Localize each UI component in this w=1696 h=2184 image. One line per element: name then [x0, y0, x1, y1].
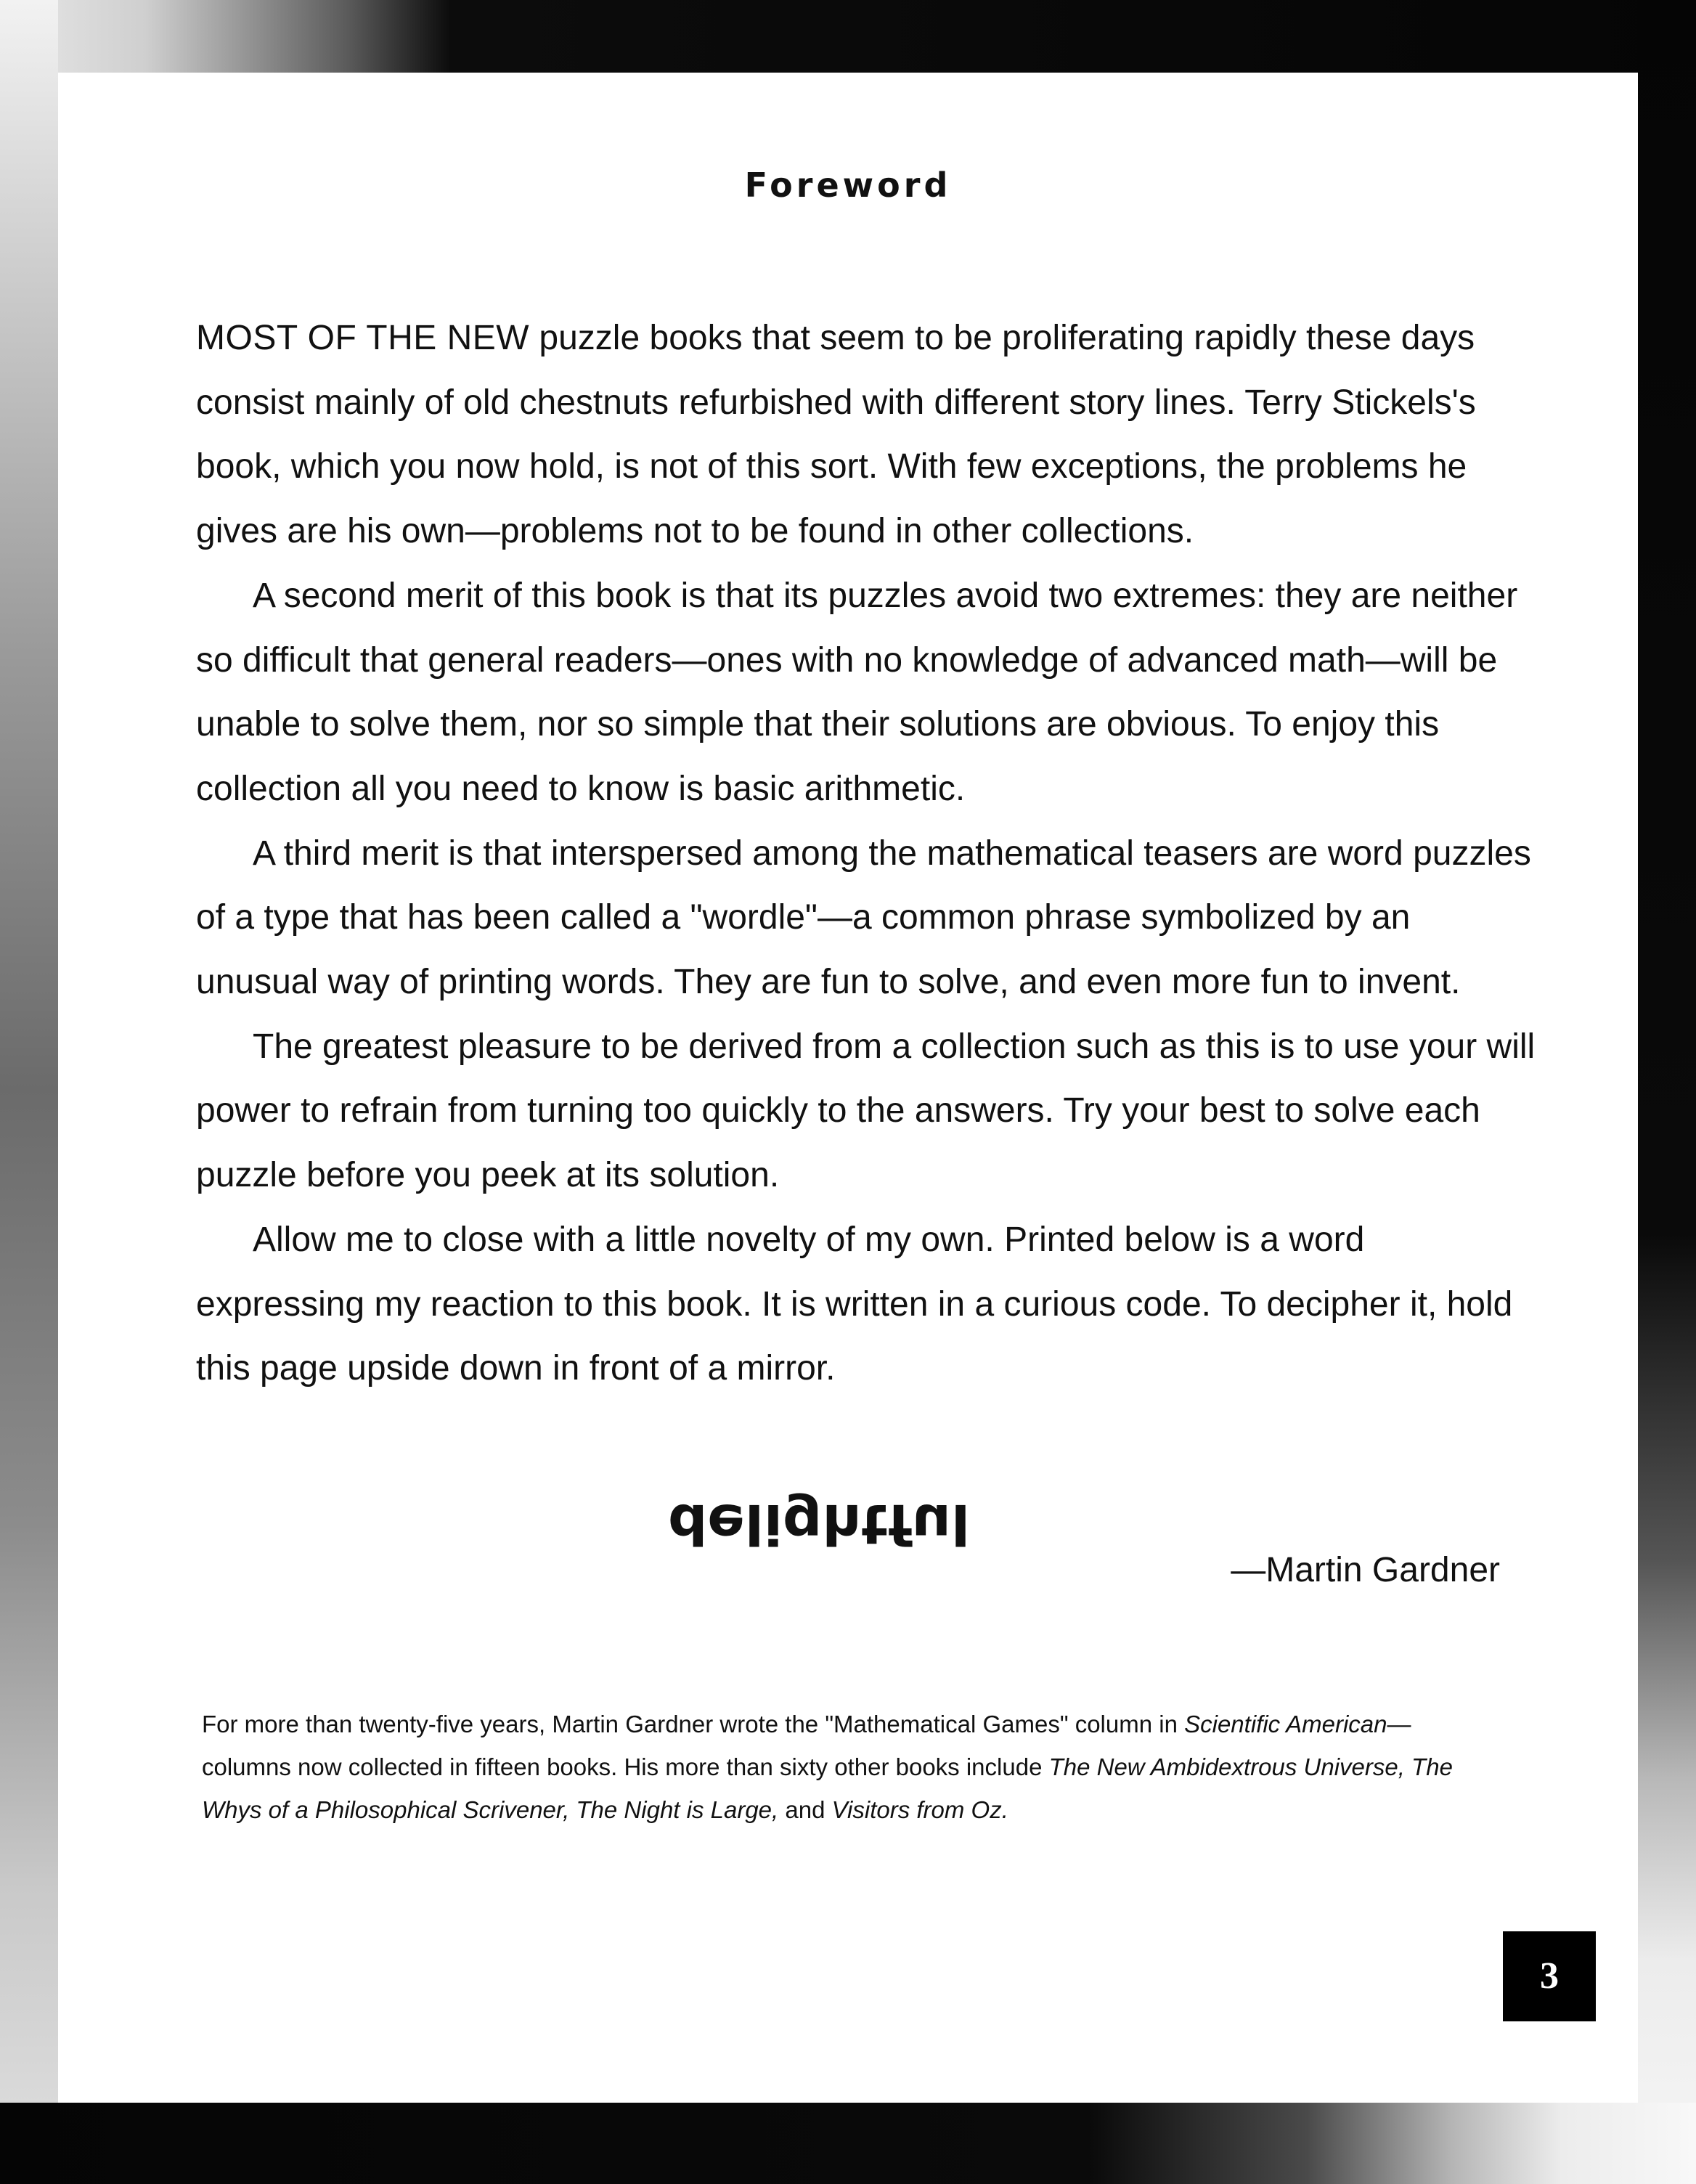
bio-title-3: Visitors from Oz.	[831, 1796, 1008, 1823]
page-number: 3	[1503, 1931, 1596, 2021]
paragraph-4: The greatest pleasure to be derived from a collection such as this is to use your will power to refrain from turning too quickly to the answers. Try your best to solve each puzzle before you peek at its solution.	[196, 1027, 1536, 1195]
bio-title-2: The New Ambidextrous Universe, The Whys of a Philosophical Scrivener, The Night is Large,	[202, 1753, 1453, 1823]
scan-edge-left	[0, 0, 58, 2184]
scan-edge-right	[1638, 0, 1696, 2184]
paragraph-lead-caps: MOST OF THE NEW	[196, 319, 530, 357]
page	[58, 73, 1638, 2103]
bio-text-2: —columns now collected in fifteen books. His more than sixty other books include	[202, 1711, 1411, 1780]
signature: —Martin Gardner	[1231, 1551, 1500, 1589]
paragraph-1-text: puzzle books that seem to be proliferating rapidly these days consist mainly of old chestnuts refurbished with different story lines. Terry Stickels's book, which you now hold, is not of this sort. With few exceptions, the problems he gives are his own—problems not to be found in other collections.	[196, 319, 1476, 551]
coded-word	[58, 1492, 1638, 1557]
scan-edge-bottom	[0, 2103, 1696, 2184]
bio-title-1: Scientific American	[1184, 1711, 1387, 1737]
author-bio	[202, 1703, 1494, 1831]
paragraph-2: A second merit of this book is that its puzzles avoid two extremes: they are neither so difficult that general readers—ones with no knowledge of advanced math—will be unable to solve them, nor so simple that their solutions are obvious. To enjoy this collection all you need to know is basic arithmetic.	[196, 576, 1518, 808]
bio-text-3: and	[778, 1796, 832, 1823]
paragraph-1	[196, 306, 1539, 564]
coded-word-text: delightful	[667, 1492, 971, 1557]
bio-text-1: For more than twenty-five years, Martin Gardner wrote the "Mathematical Games" column in	[202, 1711, 1185, 1737]
paragraph-5: Allow me to close with a little novelty of my own. Printed below is a word expressing my reaction to this book. It is written in a curious code. To decipher it, hold this page upside down in front of a mirror.	[196, 1220, 1513, 1388]
scan-edge-top	[0, 0, 1696, 73]
author-bio-text	[202, 1703, 1494, 1831]
foreword-body	[196, 306, 1539, 1401]
page-title: Foreword	[744, 166, 952, 205]
paragraph-3: A third merit is that interspersed among the mathematical teasers are word puzzles of a type that has been called a "wordle"—a common phrase symbolized by an unusual way of printing words. They are fun to solve, and even more fun to invent.	[196, 834, 1531, 1002]
